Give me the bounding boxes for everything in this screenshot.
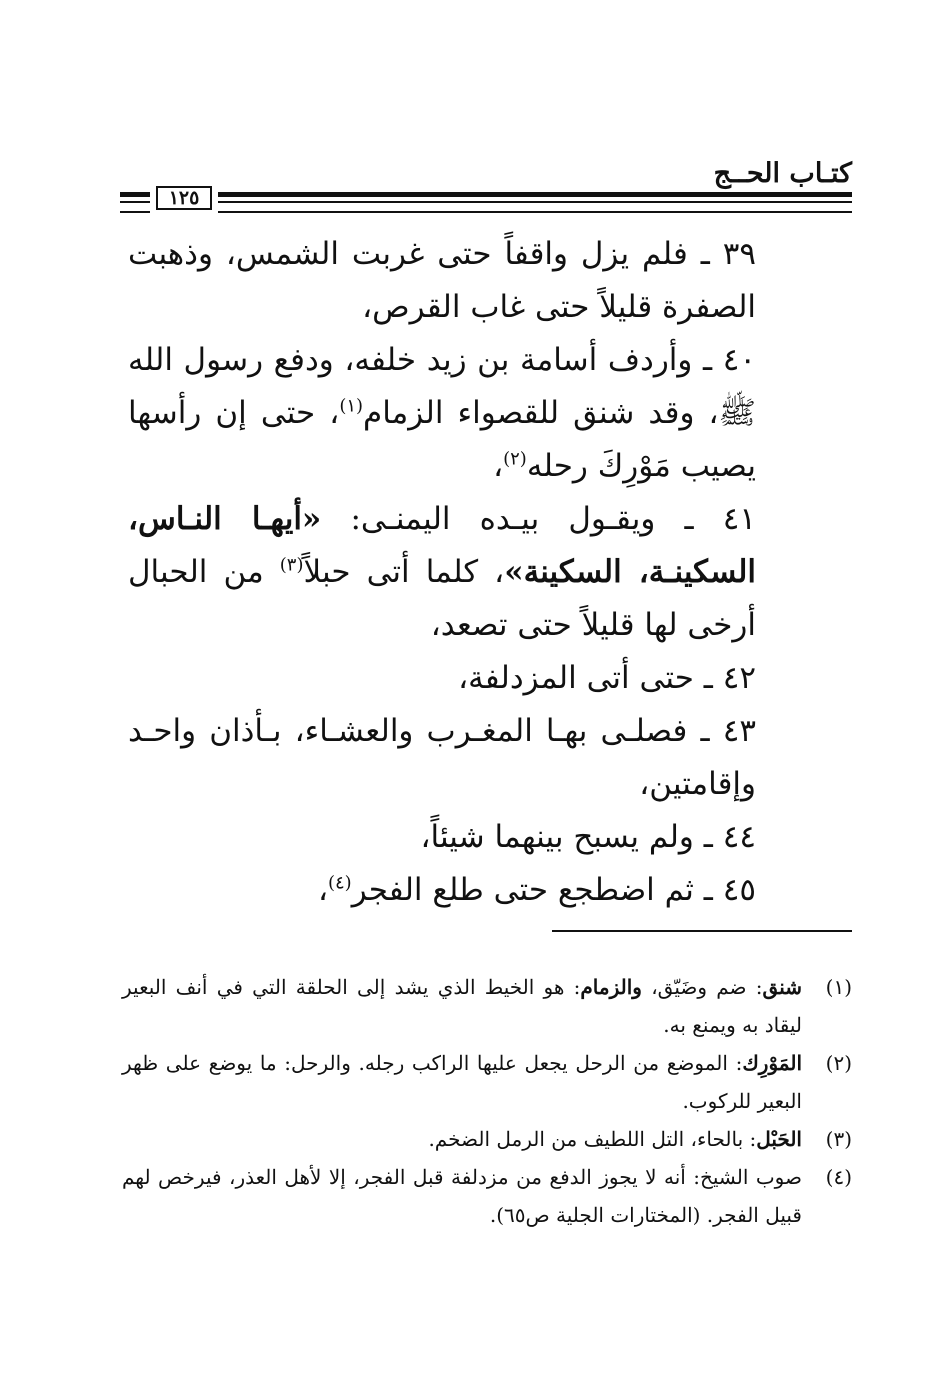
- footnote-text: صوب الشيخ: أنه لا يجوز الدفع من مزدلفة قبل الفجر، إلا لأهل العذر، فيرخص لهم قبيل الفجر. (المختارات الجلية ص٦٥).: [122, 1165, 802, 1227]
- paragraph-text: ،: [317, 872, 328, 908]
- paragraph-42: [128, 652, 756, 705]
- paragraph-number: ٣٩ ـ: [700, 236, 757, 272]
- paragraph-text: ويقـول بيـده اليمنـى:: [321, 501, 656, 537]
- paragraph-number: ٤٥ ـ: [703, 872, 756, 908]
- footnote-number: (١): [825, 975, 852, 999]
- footnote-term: الحَبْل: [756, 1127, 802, 1151]
- footnote-text: [122, 1120, 802, 1158]
- paragraph-number: ٤٣ ـ: [700, 713, 757, 749]
- footnote-2: [122, 1044, 852, 1120]
- paragraph-text: وأردف أسامة بن زيد خلفه، ودفع رسول الله ﷺ، وقد شنق للقصواء الزمام: [128, 342, 756, 431]
- paragraph-41: [128, 493, 756, 652]
- footnote-3: [122, 1120, 852, 1158]
- paragraph-text: فصلـى بهـا المغـرب والعشـاء، بـأذان واحـد وإقامتين،: [128, 713, 756, 802]
- paragraph-text: فلم يزل واقفاً حتى غربت الشمس، وذهبت الصفرة قليلاً حتى غاب القرص،: [128, 236, 756, 325]
- header-rule-right: [218, 192, 852, 213]
- footnote-term: والزمام: [580, 975, 642, 999]
- footnote-number: (٢): [825, 1051, 852, 1075]
- paragraph-text: ولم يسبح بينهما شيئاً،: [420, 819, 694, 855]
- paragraph-text: ،: [493, 448, 504, 484]
- footnote-ref[interactable]: (٣): [279, 554, 304, 576]
- prophetic-quote: «أيهـا النـاس، السكينـة، السكينة»: [128, 501, 756, 590]
- header-rule-left: [120, 192, 150, 213]
- footnote-ref[interactable]: (٤): [327, 872, 352, 894]
- footnote-text: [122, 1044, 802, 1120]
- paragraph-45: [128, 864, 756, 917]
- footnote-4: [122, 1158, 852, 1234]
- footnote-number: (٣): [825, 1127, 852, 1151]
- paragraph-number: ٤١ ـ: [684, 501, 756, 537]
- paragraph-39: [128, 228, 756, 334]
- paragraph-number: ٤٢ ـ: [703, 660, 756, 696]
- footnote-number: (٤): [825, 1165, 852, 1189]
- footnote-term: شنق: [762, 975, 802, 999]
- paragraph-text: ثم اضطجع حتى طلع الفجر: [351, 872, 694, 908]
- footnote-separator: [552, 930, 852, 932]
- running-header-title: كتـاب الحــج: [713, 158, 852, 189]
- footnote-body: : ضم وضَيّق،: [641, 975, 763, 999]
- page-number: ١٢٥: [156, 186, 212, 210]
- paragraph-40: [128, 334, 756, 493]
- footnote-ref[interactable]: (٢): [503, 448, 527, 470]
- footnote-term: المَوْرِك: [742, 1051, 802, 1075]
- paragraph-text: ، حتى إن رأسها يصيب مَوْرِكَ رحله: [128, 395, 756, 484]
- paragraph-43: [128, 705, 756, 811]
- footnote-ref[interactable]: (١): [339, 395, 364, 417]
- footnote-body: : هو الخيط الذي يشد إلى الحلقة التي في أنف البعير ليقاد به ويمنع به.: [122, 975, 802, 1037]
- paragraph-number: ٤٤ ـ: [703, 819, 756, 855]
- paragraph-number: ٤٠ ـ: [703, 342, 757, 378]
- paragraph-text: ، كلما أتى حبلاً: [303, 554, 505, 590]
- footnote-text: [122, 968, 802, 1044]
- paragraph-text: من الحبال أرخى لها قليلاً حتى تصعد،: [128, 554, 756, 643]
- main-text: [128, 228, 756, 917]
- footnote-1: [122, 968, 852, 1044]
- paragraph-text: حتى أتى المزدلفة،: [458, 660, 694, 696]
- footnote-body: : بالحاء، التل اللطيف من الرمل الضخم.: [428, 1127, 757, 1151]
- footnotes: [122, 968, 852, 1234]
- paragraph-44: [128, 811, 756, 864]
- footnote-body: : الموضع من الرحل يجعل عليها الراكب رجله. والرحل: ما يوضع على ظهر البعير للركوب.: [122, 1051, 802, 1113]
